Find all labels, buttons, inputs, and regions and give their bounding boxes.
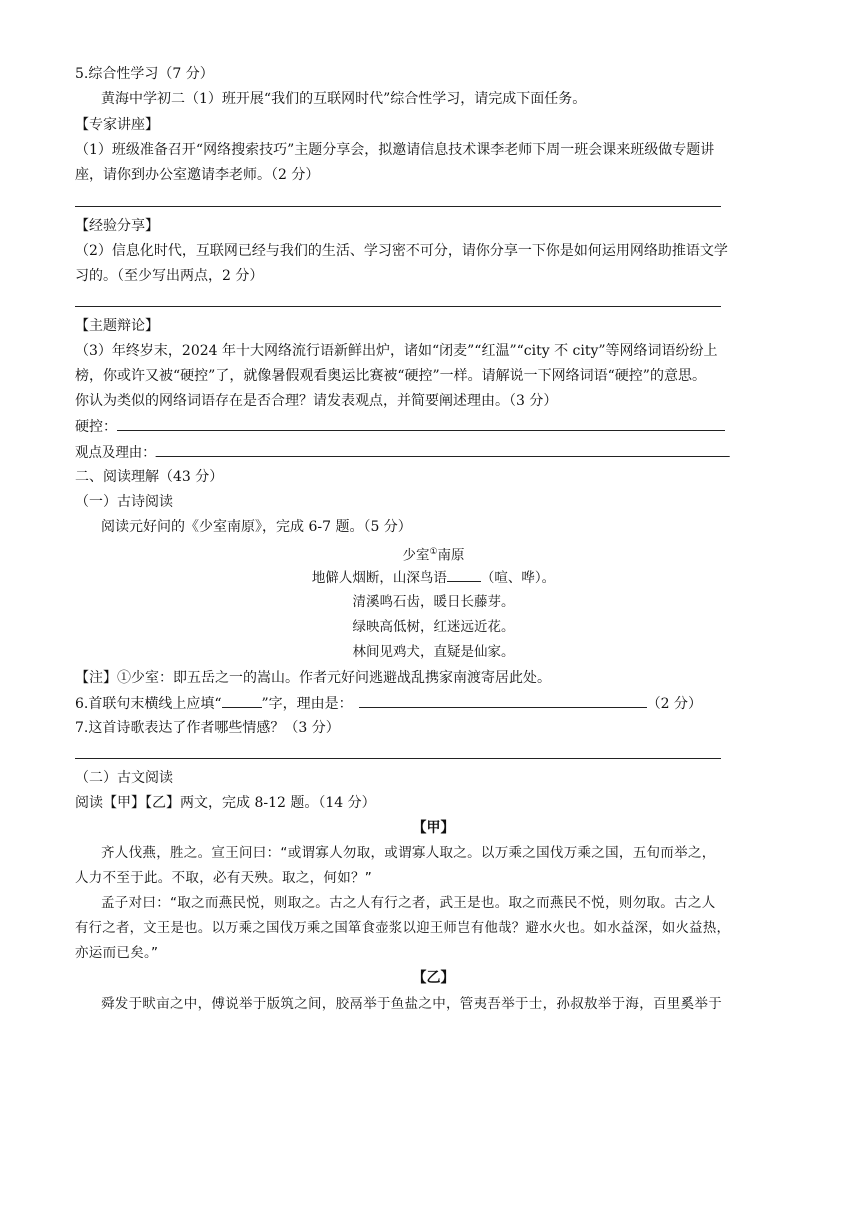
share-line-1: （2）信息化时代，互联网已经与我们的生活、学习密不可分，请你分享一下你是如何运用网络助推语文学: [75, 243, 728, 259]
yi-p1-line-1: 舜发于畎亩之中，傅说举于版筑之间，胶鬲举于鱼盐之中，管夷吾举于士，孙叔敖举于海，百里奚举于: [101, 996, 722, 1012]
poem-title-a: 少室: [402, 547, 430, 564]
q7-answer-line[interactable]: [75, 758, 721, 759]
debate-line-1: （3）年终岁末，2024 年十大网络流行语新鲜出炉，诸如“闭麦”“红温”“city 不 city”等网络词语纷纷上: [75, 343, 718, 359]
answer-line-2[interactable]: [75, 306, 721, 307]
q6-answer-line[interactable]: [359, 693, 647, 708]
q6-text-b: ”字，理由是：: [261, 696, 353, 712]
q6-score: （2 分）: [646, 696, 703, 712]
yingkong-row: [75, 416, 725, 437]
jia-p1-line-2: 人力不至于此。不取，必有天殃。取之，何如？”: [75, 870, 373, 886]
q6: [75, 693, 702, 714]
yi-title: 【乙】: [412, 970, 455, 986]
share-tag: 【经验分享】: [75, 218, 159, 234]
poem-blank[interactable]: [447, 567, 481, 582]
poem-note: 【注】①少室：即五岳之一的嵩山。作者元好问逃避战乱携家南渡寄居此处。: [75, 670, 551, 686]
q6-blank[interactable]: [222, 693, 262, 708]
poem-line-1b: （喧、哗）。: [480, 570, 556, 586]
q6-text-a: 6.首联句末横线上应填“: [75, 696, 222, 712]
q7: 7.这首诗歌表达了作者哪些情感？（3 分）: [75, 720, 340, 736]
jia-p1-line-1: 齐人伐燕，胜之。宣王问曰：“或谓寡人勿取，或谓寡人取之。以万乘之国伐万乘之国，五旬而举之，: [101, 845, 716, 861]
jia-p2-line-3: 亦运而已矣。”: [75, 945, 159, 961]
reason-answer-line[interactable]: [156, 442, 730, 457]
lecture-line-1: （1）班级准备召开“网络搜索技巧”主题分享会，拟邀请信息技术课李老师下周一班会课来班级做专题讲: [75, 142, 715, 158]
part2-instruction: 阅读【甲】【乙】两文，完成 8-12 题。（14 分）: [75, 795, 376, 811]
section2-heading: 二、阅读理解（43 分）: [75, 469, 224, 485]
poem-title-note-mark: ①: [429, 547, 438, 557]
yingkong-answer-line[interactable]: [117, 416, 725, 431]
jia-title: 【甲】: [412, 820, 455, 836]
jia-p2-line-2: 有行之者，文王是也。以万乘之国伐万乘之国箪食壶浆以迎王师岂有他哉？避水火也。如水益深，如火益热，: [75, 920, 731, 936]
debate-line-2: 榜，你或许又被“硬控”了，就像暑假观看奥运比赛被“硬控”一样。请解说一下网络词语“硬控”的意思。: [75, 368, 706, 384]
answer-line-1[interactable]: [75, 206, 721, 207]
debate-tag: 【主题辩论】: [75, 318, 159, 334]
poem-line-1: [0, 567, 867, 588]
q5-heading: 5.综合性学习（7 分）: [75, 66, 214, 82]
poem-line-2: 清溪鸣石齿，暖日长藤芽。: [352, 594, 515, 610]
poem-title-b: 南原: [437, 547, 465, 564]
reason-label: 观点及理由：: [75, 445, 156, 461]
part1-heading: （一）古诗阅读: [75, 494, 173, 510]
yingkong-label: 硬控：: [75, 419, 117, 435]
lecture-line-2: 座，请你到办公室邀请李老师。（2 分）: [75, 167, 320, 183]
lecture-tag: 【专家讲座】: [75, 117, 159, 133]
poem-line-3: 绿映高低树，红迷远近花。: [352, 619, 515, 635]
debate-line-3: 你认为类似的网络词语存在是否合理？请发表观点，并简要阐述理由。（3 分）: [75, 393, 558, 409]
poem-line-4: 林间见鸡犬，直疑是仙家。: [352, 644, 515, 660]
poem-title: [0, 542, 867, 566]
share-line-2: 习的。（至少写出两点，2 分）: [75, 268, 264, 284]
poem-line-1a: 地僻人烟断，山深鸟语: [311, 570, 447, 586]
part1-instruction: 阅读元好问的《少室南原》，完成 6-7 题。（5 分）: [101, 519, 412, 535]
reason-row: [75, 442, 730, 463]
q5-intro: 黄海中学初二（1）班开展“我们的互联网时代”综合性学习，请完成下面任务。: [101, 91, 587, 107]
jia-p2-line-1: 孟子对曰：“取之而燕民悦，则取之。古之人有行之者，武王是也。取之而燕民不悦，则勿取。古之人: [101, 895, 716, 911]
part2-heading: （二）古文阅读: [75, 770, 173, 786]
